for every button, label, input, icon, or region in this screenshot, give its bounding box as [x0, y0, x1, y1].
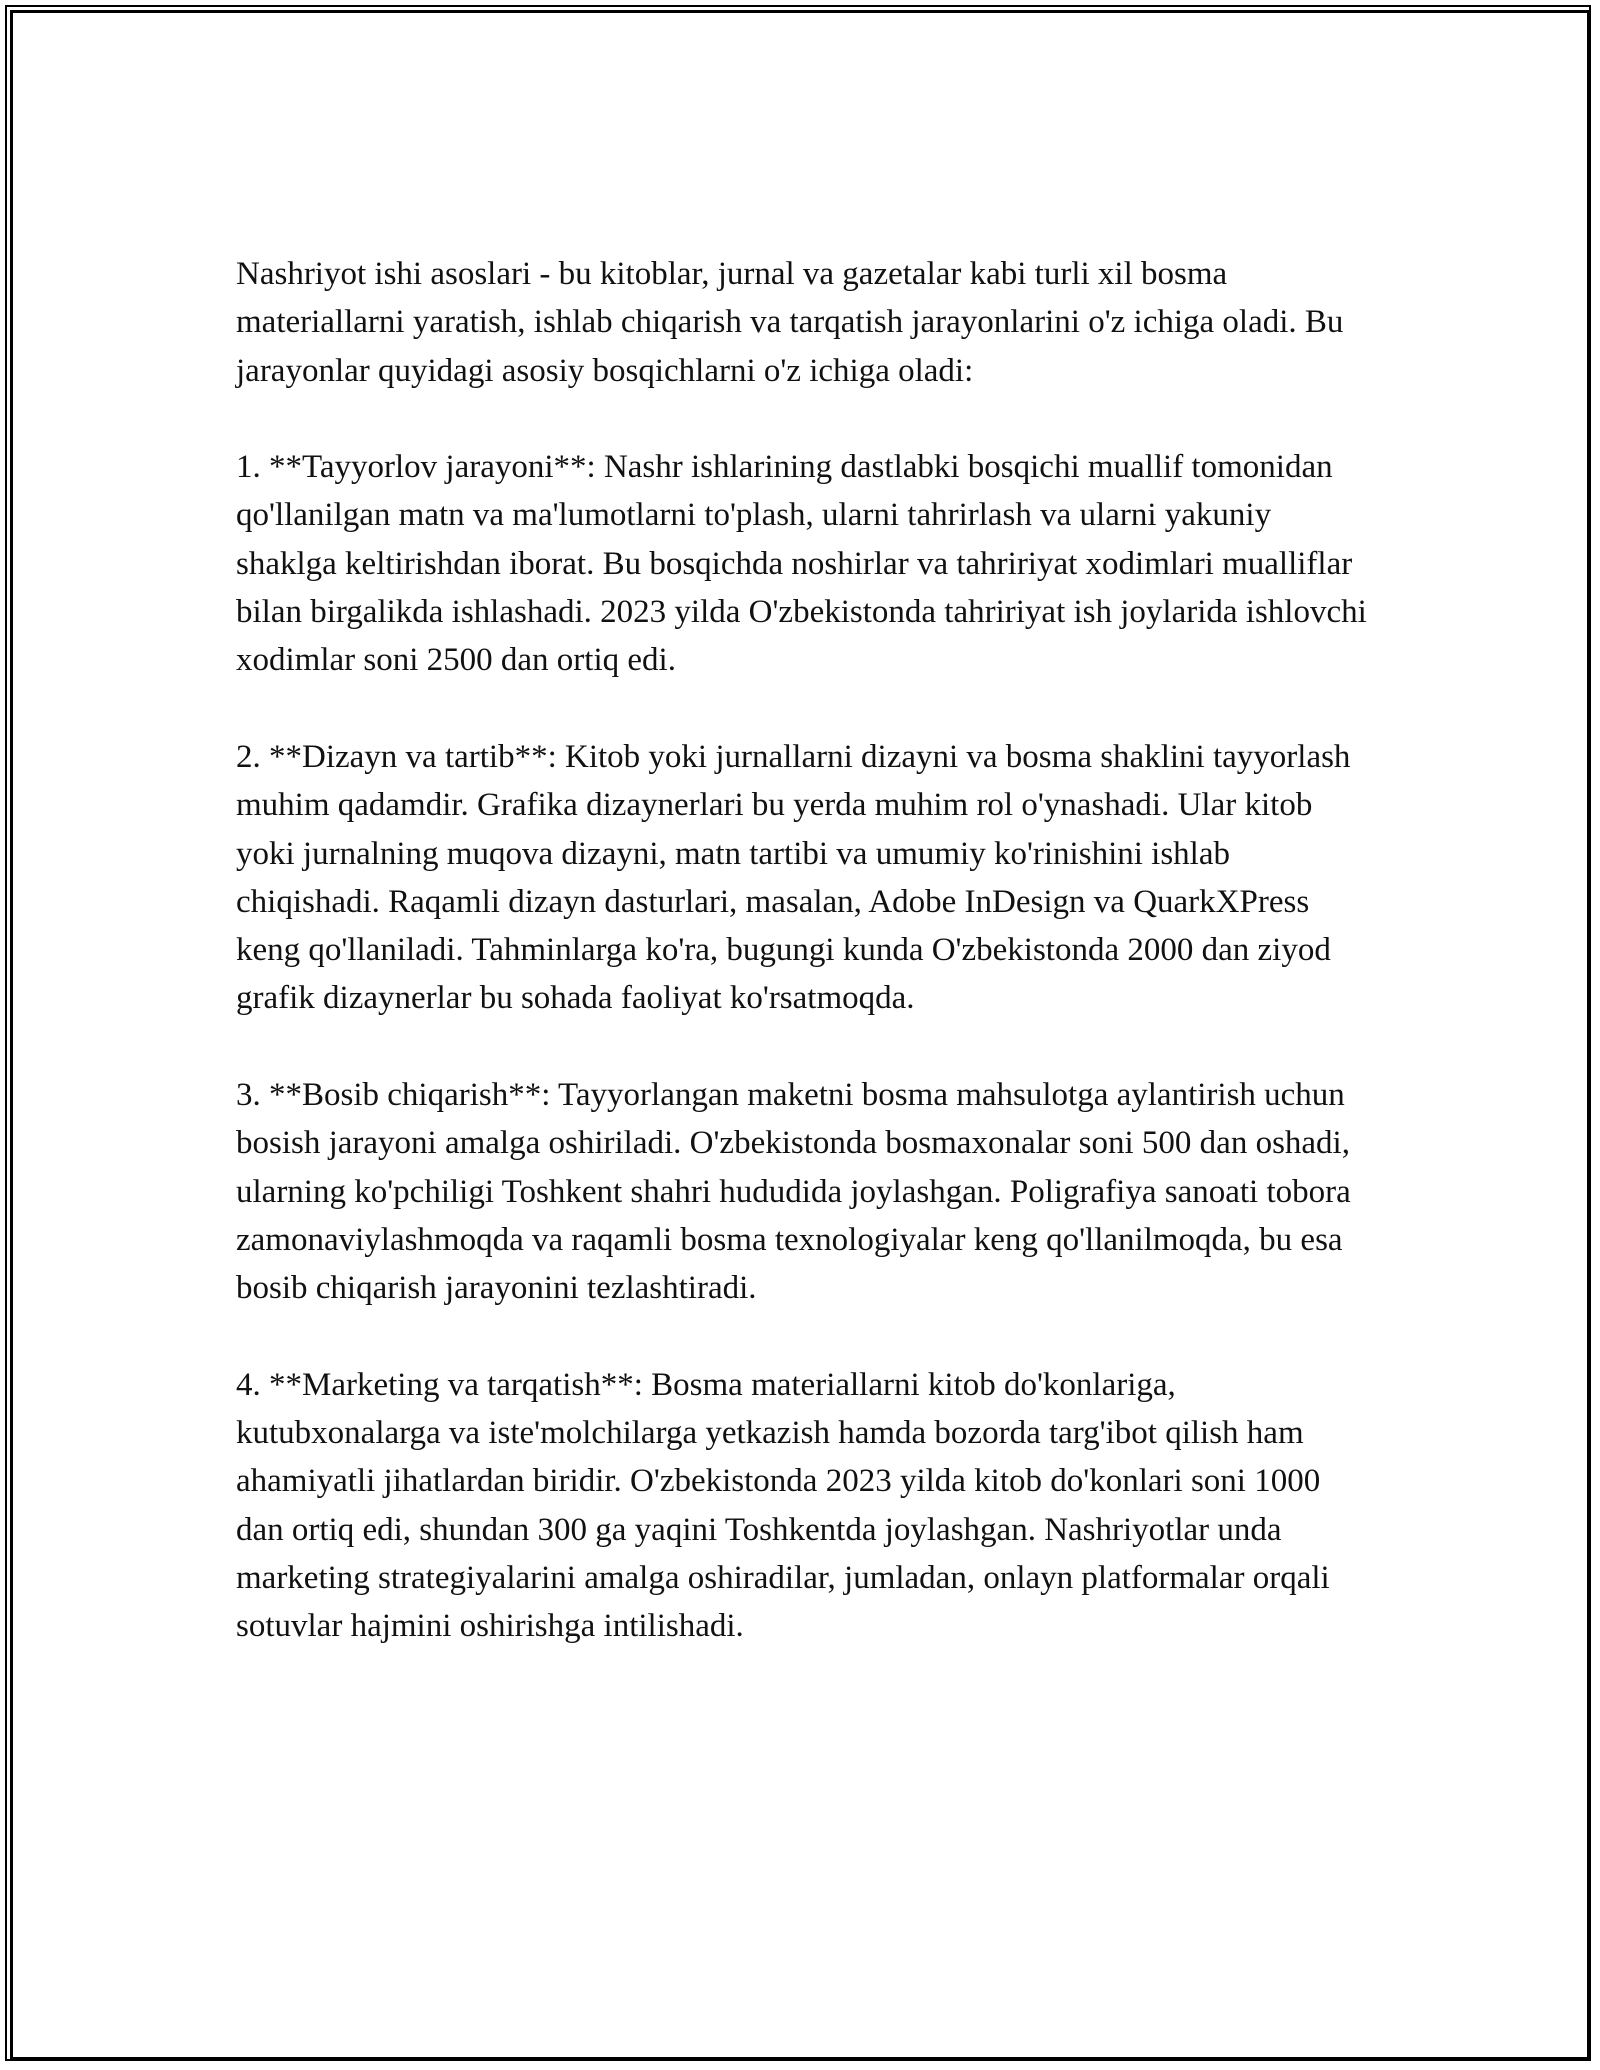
paragraph-tayyorlov-jarayoni: 1. **Tayyorlov jarayoni**: Nashr ishlarining dastlabki bosqichi muallif tomonidan qo'llanilgan matn va ma'lumotlarni to'plash, ularni tahrirlash va ularni yakuniy shaklga keltirishdan iborat. Bu bosqichda noshirlar va tahririyat xodimlari mualliflar bilan birgalikda ishlashadi. 2023 yilda O'zbekistonda tahririyat ish joylarida ishlovchi xodimlar soni 2500 dan ortiq edi.	[236, 449, 1367, 679]
paragraph-bosib-chiqarish: 3. **Bosib chiqarish**: Tayyorlangan maketni bosma mahsulotga aylantirish uchun bosish jarayoni amalga oshiriladi. O'zbekistonda bosmaxonalar soni 500 dan oshadi, ularning ko'pchiligi Toshkent shahri hududida joylashgan. Poligrafiya sanoati tobora zamonaviylashmoqda va raqamli bosma texnologiyalar keng qo'llanilmoqda, bu esa bosib chiqarish jarayonini tezlashtiradi.	[236, 1077, 1351, 1307]
document-body	[236, 250, 1376, 1699]
paragraph-marketing-va-tarqatish: 4. **Marketing va tarqatish**: Bosma materiallarni kitob do'konlariga, kutubxonalarga va iste'molchilarga yetkazish hamda bozorda targ'ibot qilish ham ahamiyatli jihatlardan biridir. O'zbekistonda 2023 yilda kitob do'konlari soni 1000 dan ortiq edi, shundan 300 ga yaqini Toshkentda joylashgan. Nashriyotlar unda marketing strategiyalarini amalga oshiradilar, jumladan, onlayn platformalar orqali sotuvlar hajmini oshirishga intilishadi.	[236, 1366, 1330, 1645]
intro-paragraph: Nashriyot ishi asoslari - bu kitoblar, jurnal va gazetalar kabi turli xil bosma materiallarni yaratish, ishlab chiqarish va tarqatish jarayonlarini o'z ichiga oladi. Bu jarayonlar quyidagi asosiy bosqichlarni o'z ichiga oladi:	[236, 256, 1344, 389]
paragraph-dizayn-va-tartib: 2. **Dizayn va tartib**: Kitob yoki jurnallarni dizayni va bosma shaklini tayyorlash muhim qadamdir. Grafika dizaynerlari bu yerda muhim rol o'ynashadi. Ular kitob yoki jurnalning muqova dizayni, matn tartibi va umumiy ko'rinishini ishlab chiqishadi. Raqamli dizayn dasturlari, masalan, Adobe InDesign va QuarkXPress keng qo'llaniladi. Tahminlarga ko'ra, bugungi kunda O'zbekistonda 2000 dan ziyod grafik dizaynerlar bu sohada faoliyat ko'rsatmoqda.	[236, 738, 1351, 1017]
